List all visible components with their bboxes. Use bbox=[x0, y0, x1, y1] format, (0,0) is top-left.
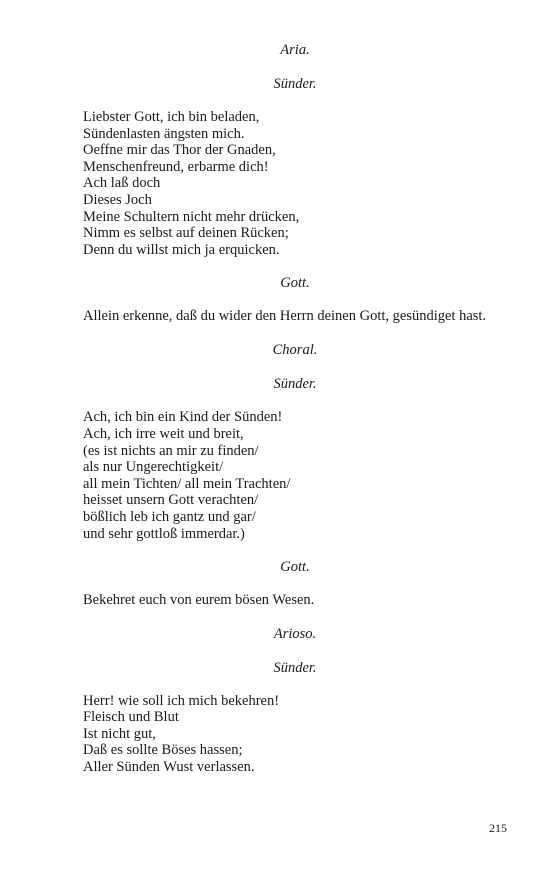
verse-line: Liebster Gott, ich bin beladen, bbox=[83, 109, 260, 125]
verse-line: als nur Ungerechtigkeit/ bbox=[83, 459, 224, 476]
verse-line: Nimm es selbst auf deinen Rücken; bbox=[83, 225, 289, 242]
verse-line: Denn du willst mich ja erquicken. bbox=[83, 241, 280, 258]
verse-line: (es ist nichts an mir zu finden/ bbox=[83, 442, 259, 459]
verse-line: Herr! wie soll ich mich bekehren! bbox=[83, 692, 280, 709]
verse-line: Fleisch und Blut bbox=[83, 709, 179, 726]
verse-line: Ach laß doch bbox=[83, 175, 161, 192]
verse-line: bößlich leb ich gantz und gar/ bbox=[83, 508, 256, 525]
verse-line: heisset unsern Gott verachten/ bbox=[83, 492, 259, 509]
verse-line: Sündenlasten ängsten mich. bbox=[83, 125, 245, 142]
speaker-heading-gott: Gott. bbox=[280, 559, 310, 576]
verse-line: all mein Tichten/ all mein Trachten/ bbox=[83, 475, 291, 492]
verse-block-arioso bbox=[83, 693, 507, 776]
verse-line: Oeffne mir das Thor der Gnaden, bbox=[83, 142, 276, 159]
verse-block-aria bbox=[83, 109, 507, 258]
section-heading-choral: Choral. bbox=[272, 342, 318, 359]
page-body bbox=[83, 42, 507, 776]
verse-line: Ist nicht gut, bbox=[83, 725, 156, 742]
verse-line: Menschenfreund, erbarme dich! bbox=[83, 158, 269, 175]
speaker-heading-suender: Sünder. bbox=[273, 76, 317, 92]
section-heading-aria: Aria. bbox=[280, 42, 310, 58]
page-number: 215 bbox=[489, 821, 507, 835]
section-heading-arioso: Arioso. bbox=[273, 625, 317, 642]
verse-line: Bekehret euch von eurem bösen Wesen. bbox=[83, 592, 315, 609]
verse-block-choral bbox=[83, 409, 507, 542]
prose-paragraph: Allein erkenne, daß du wider den Herrn deinen Gott, gesündiget hast. bbox=[83, 308, 487, 325]
speaker-heading-gott: Gott. bbox=[280, 275, 310, 292]
verse-line: und sehr gottloß immerdar.) bbox=[83, 525, 245, 542]
verse-line: Daß es sollte Böses hassen; bbox=[83, 742, 243, 759]
verse-line: Aller Sünden Wust verlassen. bbox=[83, 759, 255, 776]
speaker-heading-suender: Sünder. bbox=[273, 376, 317, 393]
verse-line: Dieses Joch bbox=[83, 191, 152, 208]
verse-line: Meine Schultern nicht mehr drücken, bbox=[83, 208, 300, 225]
verse-line: Ach, ich irre weit und breit, bbox=[83, 425, 244, 442]
speaker-heading-suender: Sünder. bbox=[273, 659, 317, 676]
verse-line: Ach, ich bin ein Kind der Sünden! bbox=[83, 409, 283, 426]
verse-block-gott bbox=[83, 592, 507, 609]
